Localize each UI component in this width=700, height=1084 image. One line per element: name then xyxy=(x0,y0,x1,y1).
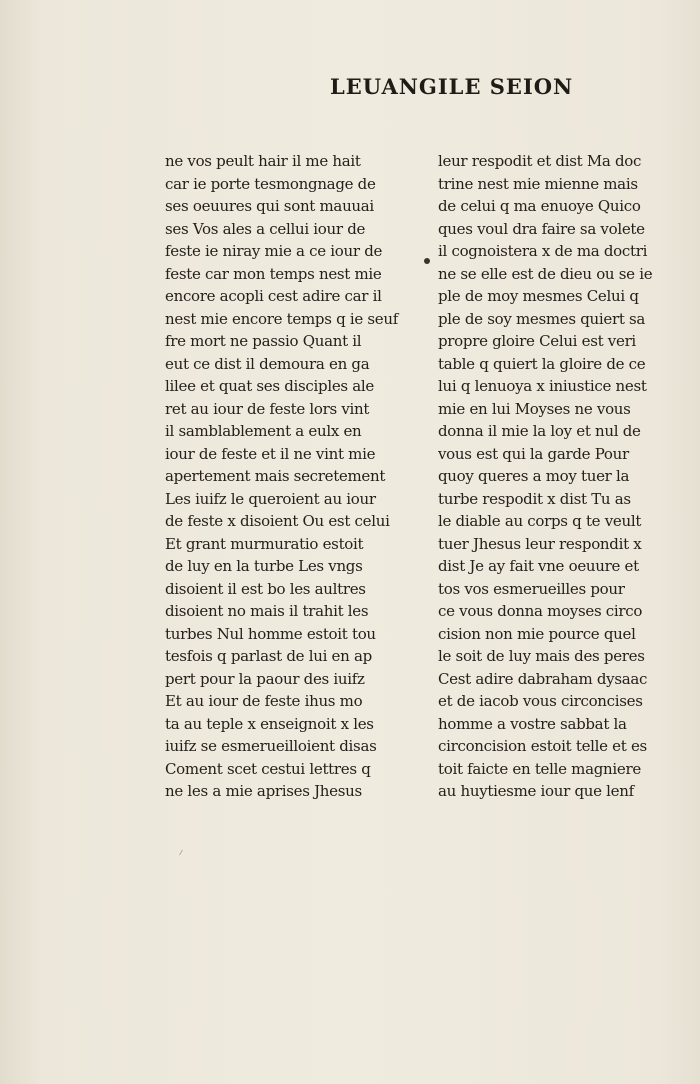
text-line: toit faicte en telle magniere xyxy=(438,759,641,778)
text-line: il cognoistera x de ma doctri xyxy=(438,242,648,260)
text-line: ce vous donna moyses circo xyxy=(438,602,643,620)
text-line: cision non mie pource quel xyxy=(438,624,636,643)
text-column-right xyxy=(438,150,683,803)
text-line: de celui q ma enuoye Quico xyxy=(438,197,641,215)
text-line: circoncision estoit telle et es xyxy=(438,737,647,755)
text-line: dist Je ay fait vne oeuure et xyxy=(438,557,639,575)
text-line: pert pour la paour des iuifz xyxy=(165,669,365,688)
text-line: trine nest mie mienne mais xyxy=(438,174,638,193)
text-line: table q quiert la gloire de ce xyxy=(438,354,646,373)
text-line: tos vos esmerueilles pour xyxy=(438,579,625,598)
text-line: fre mort ne passio Quant il xyxy=(165,332,362,350)
text-line: ret au iour de feste lors vint xyxy=(165,399,370,418)
text-line: quoy queres a moy tuer la xyxy=(438,467,630,485)
running-header: LEUANGILE SEION xyxy=(330,74,574,99)
text-line: Coment scet cestui lettres q xyxy=(165,759,371,778)
text-line: turbe respodit x dist Tu as xyxy=(438,489,631,508)
text-line: propre gloire Celui est veri xyxy=(438,332,636,350)
text-line: Cest adire dabraham dysaac xyxy=(438,669,648,688)
text-line: eut ce dist il demoura en ga xyxy=(165,354,370,373)
text-line: ne se elle est de dieu ou se ie xyxy=(438,264,653,283)
text-line: Les iuifz le queroient au iour xyxy=(165,489,376,508)
text-line: tuer Jhesus leur respondit x xyxy=(438,534,642,553)
text-line: disoient no mais il trahit les xyxy=(165,602,369,620)
paper-mark xyxy=(179,850,183,856)
text-line: ques voul dra faire sa volete xyxy=(438,219,645,238)
text-line: leur respodit et dist Ma doc xyxy=(438,152,642,170)
margin-dot xyxy=(424,258,430,264)
text-line: tesfois q parlast de lui en ap xyxy=(165,647,372,665)
text-line: lilee et quat ses disciples ale xyxy=(165,377,374,395)
text-line: turbes Nul homme estoit tou xyxy=(165,624,376,643)
text-line: ses oeuures qui sont mauuai xyxy=(165,197,374,215)
text-line: iour de feste et il ne vint mie xyxy=(165,444,376,463)
text-line: le soit de luy mais des peres xyxy=(438,647,645,665)
text-line: disoient il est bo les aultres xyxy=(165,579,366,598)
text-line: ple de soy mesmes quiert sa xyxy=(438,309,646,328)
text-line: Et grant murmuratio estoit xyxy=(165,534,364,553)
text-line: Et au iour de feste ihus mo xyxy=(165,692,363,710)
text-line: et de iacob vous circoncises xyxy=(438,692,643,710)
text-line: de luy en la turbe Les vngs xyxy=(165,557,363,575)
text-line: car ie porte tesmongnage de xyxy=(165,174,376,193)
text-line: feste car mon temps nest mie xyxy=(165,264,382,283)
text-line: ne les a mie aprises Jhesus xyxy=(165,782,362,800)
text-line: feste ie niray mie a ce iour de xyxy=(165,242,383,260)
text-column-left xyxy=(165,150,405,803)
text-line: donna il mie la loy et nul de xyxy=(438,422,641,440)
text-line: le diable au corps q te veult xyxy=(438,512,642,530)
text-line: mie en lui Moyses ne vous xyxy=(438,399,631,418)
text-line: ses Vos ales a cellui iour de xyxy=(165,219,366,238)
text-line: de feste x disoient Ou est celui xyxy=(165,512,390,530)
text-line: au huytiesme iour que lenf xyxy=(438,782,634,800)
text-line: vous est qui la garde Pour xyxy=(438,444,629,463)
text-line: il samblablement a eulx en xyxy=(165,422,362,440)
text-line: ne vos peult hair il me hait xyxy=(165,152,361,170)
text-line: nest mie encore temps q ie seuf xyxy=(165,309,398,328)
text-line: homme a vostre sabbat la xyxy=(438,714,627,733)
text-line: lui q lenuoya x iniustice nest xyxy=(438,377,647,395)
text-line: ta au teple x enseignoit x les xyxy=(165,714,374,733)
text-line: encore acopli cest adire car il xyxy=(165,287,382,305)
text-line: iuifz se esmerueilloient disas xyxy=(165,737,377,755)
text-line: apertement mais secretement xyxy=(165,467,386,485)
text-line: ple de moy mesmes Celui q xyxy=(438,287,639,305)
